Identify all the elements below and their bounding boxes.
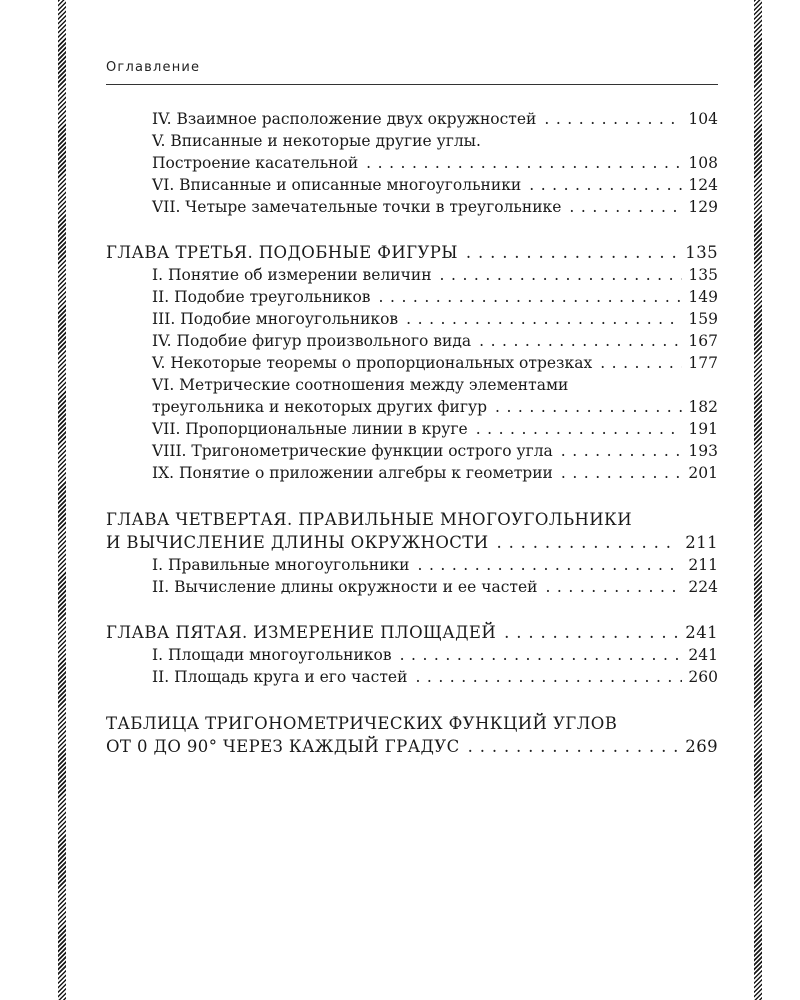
toc-entry-title: ГЛАВА ЧЕТВЕРТАЯ. ПРАВИЛЬНЫЕ МНОГОУГОЛЬНИКИ <box>106 510 633 529</box>
toc-section-entry[interactable] <box>106 396 718 418</box>
toc-page-number: 211 <box>685 533 718 552</box>
toc-entry-title: VI. Вписанные и описанные многоугольники <box>152 176 522 194</box>
dot-leader <box>479 330 682 352</box>
running-head: Оглавление <box>106 60 201 75</box>
dot-leader <box>476 418 683 440</box>
dot-leader <box>496 532 679 554</box>
toc-entry-title: I. Правильные многоугольники <box>152 556 410 574</box>
toc-page-number: 269 <box>685 737 718 756</box>
toc-entry-title: треугольника и некоторых других фигур <box>152 398 487 416</box>
toc-entry-title: I. Понятие об измерении величин <box>152 266 432 284</box>
toc-entry-title: VIII. Тригонометрические функции острого угла <box>152 442 553 460</box>
dot-leader <box>561 440 683 462</box>
section-gap <box>106 598 718 622</box>
dot-leader <box>415 666 682 688</box>
toc-chapter-entry[interactable] <box>106 622 718 644</box>
toc-entry-title: VII. Четыре замечательные точки в треугольнике <box>152 198 562 216</box>
toc-chapter-entry[interactable] <box>106 736 718 758</box>
dot-leader <box>417 554 682 576</box>
toc-page-number: 260 <box>688 668 718 686</box>
toc-entry-title: V. Вписанные и некоторые другие углы. <box>152 132 481 150</box>
dot-leader <box>495 396 682 418</box>
toc-section-entry[interactable] <box>106 330 718 352</box>
toc-page-number: 193 <box>688 442 718 460</box>
toc-entry-title: IV. Взаимное расположение двух окружностей <box>152 110 537 128</box>
dot-leader <box>366 152 682 174</box>
dot-leader <box>529 174 682 196</box>
toc-chapter-entry[interactable] <box>106 508 718 532</box>
dot-leader <box>468 736 680 758</box>
dot-leader <box>440 264 683 286</box>
toc-section-entry[interactable] <box>106 308 718 330</box>
section-gap <box>106 484 718 508</box>
toc-section-entry[interactable] <box>106 440 718 462</box>
toc-page-number: 191 <box>688 420 718 438</box>
toc-page-number: 211 <box>688 556 718 574</box>
dot-leader <box>600 352 682 374</box>
dot-leader <box>379 286 683 308</box>
toc-section-entry[interactable] <box>106 462 718 484</box>
toc-section-entry[interactable] <box>106 196 718 218</box>
dot-leader <box>545 576 682 598</box>
toc-section-entry[interactable] <box>106 418 718 440</box>
toc-entry-title: VI. Метрические соотношения между элементами <box>152 376 569 394</box>
toc-entry-title: IV. Подобие фигур произвольного вида <box>152 332 472 350</box>
toc-section-entry[interactable] <box>106 286 718 308</box>
toc-entry-title: IX. Понятие о приложении алгебры к геометрии <box>152 464 553 482</box>
toc-page-number: 159 <box>688 310 718 328</box>
dot-leader <box>569 196 682 218</box>
toc-chapter-entry[interactable] <box>106 532 718 554</box>
toc-entry-title: ГЛАВА ТРЕТЬЯ. ПОДОБНЫЕ ФИГУРЫ <box>106 243 458 262</box>
toc-page-number: 201 <box>688 464 718 482</box>
section-gap <box>106 218 718 242</box>
dot-leader <box>561 462 683 484</box>
toc-entry-title: VII. Пропорциональные линии в круге <box>152 420 468 438</box>
toc-entry-title: И ВЫЧИСЛЕНИЕ ДЛИНЫ ОКРУЖНОСТИ <box>106 533 489 552</box>
toc-entry-title: III. Подобие многоугольников <box>152 310 399 328</box>
toc-page-number: 167 <box>688 332 718 350</box>
dot-leader <box>466 242 679 264</box>
toc-page-number: 104 <box>688 110 718 128</box>
toc-section-entry[interactable] <box>106 108 718 130</box>
toc-page-number: 224 <box>688 578 718 596</box>
toc-entry-title: ТАБЛИЦА ТРИГОНОМЕТРИЧЕСКИХ ФУНКЦИЙ УГЛОВ <box>106 714 618 733</box>
toc-page-number: 177 <box>688 354 718 372</box>
dot-leader <box>544 108 682 130</box>
toc-page-number: 124 <box>688 176 718 194</box>
dot-leader <box>406 308 682 330</box>
dot-leader <box>400 644 683 666</box>
toc-section-entry[interactable] <box>106 554 718 576</box>
toc-section-entry[interactable] <box>106 152 718 174</box>
page-edge-right <box>754 0 762 1000</box>
toc-entry-title: II. Вычисление длины окружности и ее частей <box>152 578 538 596</box>
toc-entry-title: V. Некоторые теоремы о пропорциональных отрезках <box>152 354 593 372</box>
toc-page-number: 182 <box>688 398 718 416</box>
toc-entry-title: ОТ 0 ДО 90° ЧЕРЕЗ КАЖДЫЙ ГРАДУС <box>106 737 460 756</box>
toc-page-number: 241 <box>688 646 718 664</box>
toc-entry-title: I. Площади многоугольников <box>152 646 392 664</box>
toc-page-number: 241 <box>685 623 718 642</box>
toc-entry-title: ГЛАВА ПЯТАЯ. ИЗМЕРЕНИЕ ПЛОЩАДЕЙ <box>106 623 497 642</box>
toc-section-entry[interactable] <box>106 644 718 666</box>
toc-section-entry[interactable] <box>106 130 718 152</box>
page-edge-left <box>58 0 66 1000</box>
toc-chapter-entry[interactable] <box>106 242 718 264</box>
toc-section-entry[interactable] <box>106 576 718 598</box>
section-gap <box>106 688 718 712</box>
toc-page-number: 129 <box>688 198 718 216</box>
toc-section-entry[interactable] <box>106 174 718 196</box>
toc-page-number: 135 <box>688 266 718 284</box>
table-of-contents <box>106 108 718 758</box>
toc-page-number: 108 <box>688 154 718 172</box>
header-rule <box>106 84 718 85</box>
toc-entry-title: II. Площадь круга и его частей <box>152 668 408 686</box>
toc-entry-title: Построение касательной <box>152 154 359 172</box>
toc-entry-title: II. Подобие треугольников <box>152 288 371 306</box>
toc-chapter-entry[interactable] <box>106 712 718 736</box>
toc-page-number: 135 <box>685 243 718 262</box>
toc-page-number: 149 <box>688 288 718 306</box>
toc-section-entry[interactable] <box>106 352 718 374</box>
toc-section-entry[interactable] <box>106 374 718 396</box>
toc-section-entry[interactable] <box>106 666 718 688</box>
toc-section-entry[interactable] <box>106 264 718 286</box>
dot-leader <box>504 622 679 644</box>
